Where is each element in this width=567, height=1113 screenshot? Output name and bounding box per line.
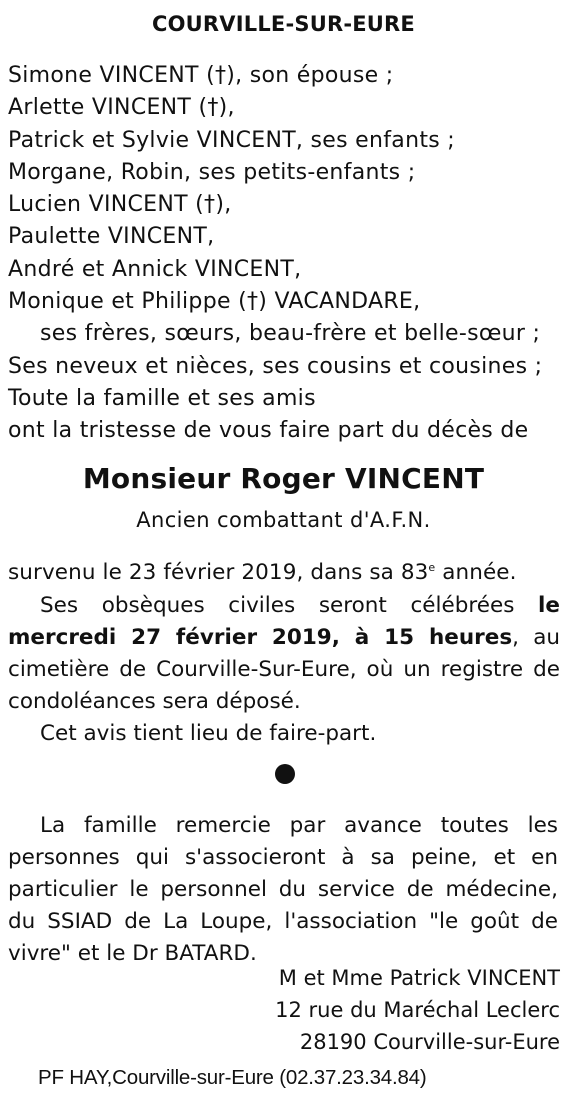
death-announcement [8,560,560,585]
bullet-separator [275,764,295,784]
funeral-details [8,590,560,750]
family-line: Lucien VINCENT (†), [8,192,232,218]
signature-street: 12 rue du Maréchal Leclerc [275,998,560,1022]
family-list [8,60,563,448]
town-heading: COURVILLE-SUR-EURE [152,12,415,36]
family-line: ont la tristesse de vous faire part du décès de [8,418,529,444]
ordinal-suffix: e [428,560,436,574]
death-text-end: année. [435,560,517,585]
family-line: Patrick et Sylvie VINCENT, ses enfants ; [8,127,456,153]
signature-names: M et Mme Patrick VINCENT [278,966,560,990]
signature-block [160,962,560,1058]
family-line: Paulette VINCENT, [8,224,215,250]
death-text: survenu le 23 février 2019, dans sa 83 [8,560,429,585]
family-line: Monique et Philippe (†) VACANDARE, [8,289,421,315]
thanks-section [8,810,558,970]
funeral-date-time: le mercredi 27 février 2019, à 15 heures [8,593,560,650]
signature-city: 28190 Courville-sur-Eure [299,1030,560,1054]
deceased-name: Monsieur Roger VINCENT [82,462,485,495]
funeral-location: , au cimetière de Courville-Sur-Eure, où un registre de condoléances sera déposé. [8,625,560,714]
funeral-paragraph [8,590,560,718]
family-line: Simone VINCENT (†), son épouse ; [8,63,394,88]
funeral-home-contact: PF HAY,Courville-sur-Eure (02.37.23.34.84) [38,1066,427,1089]
deceased-role: Ancien combattant d'A.F.N. [136,508,431,532]
family-line: Toute la famille et ses amis [8,385,316,411]
thanks-paragraph: La famille remercie par avance toutes les personnes qui s'associeront à sa peine, et en particulier le personnel du service de médecine, du SSIAD de La Loupe, l'association "le goût de vivre" et le Dr BATARD. [8,813,558,966]
family-line: Morgane, Robin, ses petits-enfants ; [8,159,416,185]
funeral-intro: Ses obsèques civiles seront célébrées [40,593,539,618]
family-line: André et Annick VINCENT, [8,256,302,282]
family-line: ses frères, sœurs, beau-frère et belle-sœur ; [40,321,541,347]
family-line: Arlette VINCENT (†), [8,95,235,121]
funeral-note: Cet avis tient lieu de faire-part. [40,721,377,746]
family-line: Ses neveux et nièces, ses cousins et cousines ; [8,353,543,379]
